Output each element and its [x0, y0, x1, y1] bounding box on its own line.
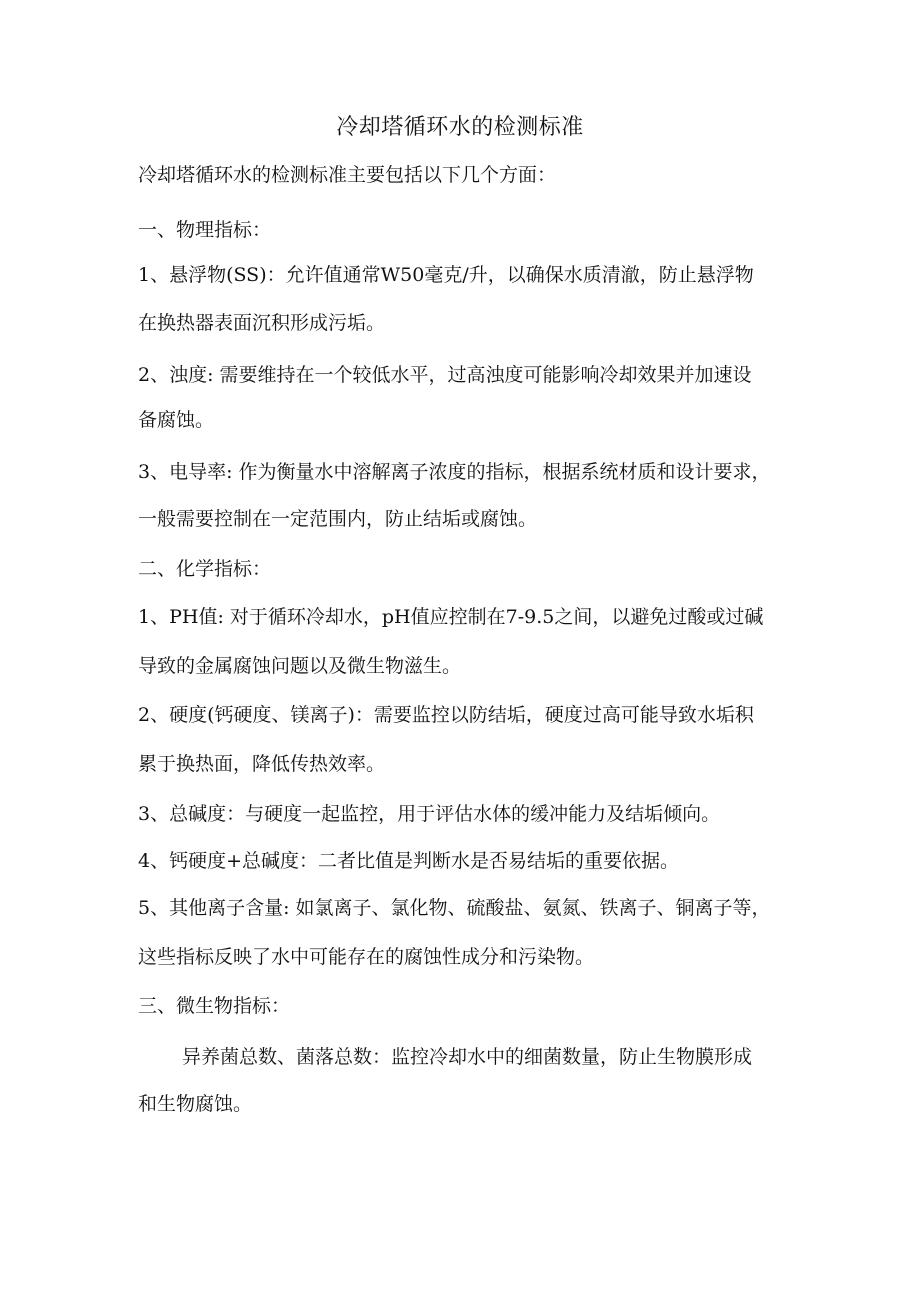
microbial-item-line2: 和生物腐蚀。	[138, 1093, 253, 1115]
physical-item-turbidity-line2: 备腐蚀。	[138, 409, 215, 431]
chemical-item-alkalinity: 3、总碱度：与硬度一起监控，用于评估水体的缓冲能力及结垢倾向。	[138, 803, 721, 825]
chemical-item-hardness-line2: 累于换热面，降低传热效率。	[138, 753, 386, 775]
intro-paragraph: 冷却塔循环水的检测标准主要包括以下几个方面：	[138, 164, 557, 186]
chemical-item-other-ions-line2: 这些指标反映了水中可能存在的腐蚀性成分和污染物。	[138, 946, 595, 968]
physical-item-ss-line1: 1、悬浮物(SS)：允许值通常W50毫克/升，以确保水质清澈，防止悬浮物	[138, 264, 754, 286]
physical-item-conductivity-line1: 3、电导率: 作为衡量水中溶解离子浓度的指标，根据系统材质和设计要求，	[138, 461, 771, 483]
physical-item-turbidity-line1: 2、浊度: 需要维持在一个较低水平，过高浊度可能影响冷却效果并加速设	[138, 364, 752, 386]
section-heading-physical: 一、物理指标：	[138, 219, 272, 241]
document-title: 冷却塔循环水的检测标准	[336, 115, 584, 140]
physical-item-conductivity-line2: 一般需要控制在一定范围内，防止结垢或腐蚀。	[138, 508, 538, 530]
section-heading-microbial: 三、微生物指标：	[138, 995, 291, 1017]
chemical-item-ratio: 4、钙硬度+总碱度：二者比值是判断水是否易结垢的重要依据。	[138, 850, 680, 872]
section-heading-chemical: 二、化学指标：	[138, 558, 272, 580]
chemical-item-ph-line1: 1、PH值: 对于循环冷却水，pH值应控制在7-9.5之间，以避免过酸或过碱	[138, 606, 764, 628]
physical-item-ss-line2: 在换热器表面沉积形成污垢。	[138, 312, 386, 334]
microbial-item-line1: 异养菌总数、菌落总数：监控冷却水中的细菌数量，防止生物膜形成	[182, 1046, 753, 1068]
chemical-item-ph-line2: 导致的金属腐蚀问题以及微生物滋生。	[138, 655, 462, 677]
chemical-item-hardness-line1: 2、硬度(钙硬度、镁离子)：需要监控以防结垢，硬度过高可能导致水垢积	[138, 704, 754, 726]
chemical-item-other-ions-line1: 5、其他离子含量: 如氯离子、氯化物、硫酸盐、氨氮、铁离子、铜离子等，	[138, 897, 771, 919]
